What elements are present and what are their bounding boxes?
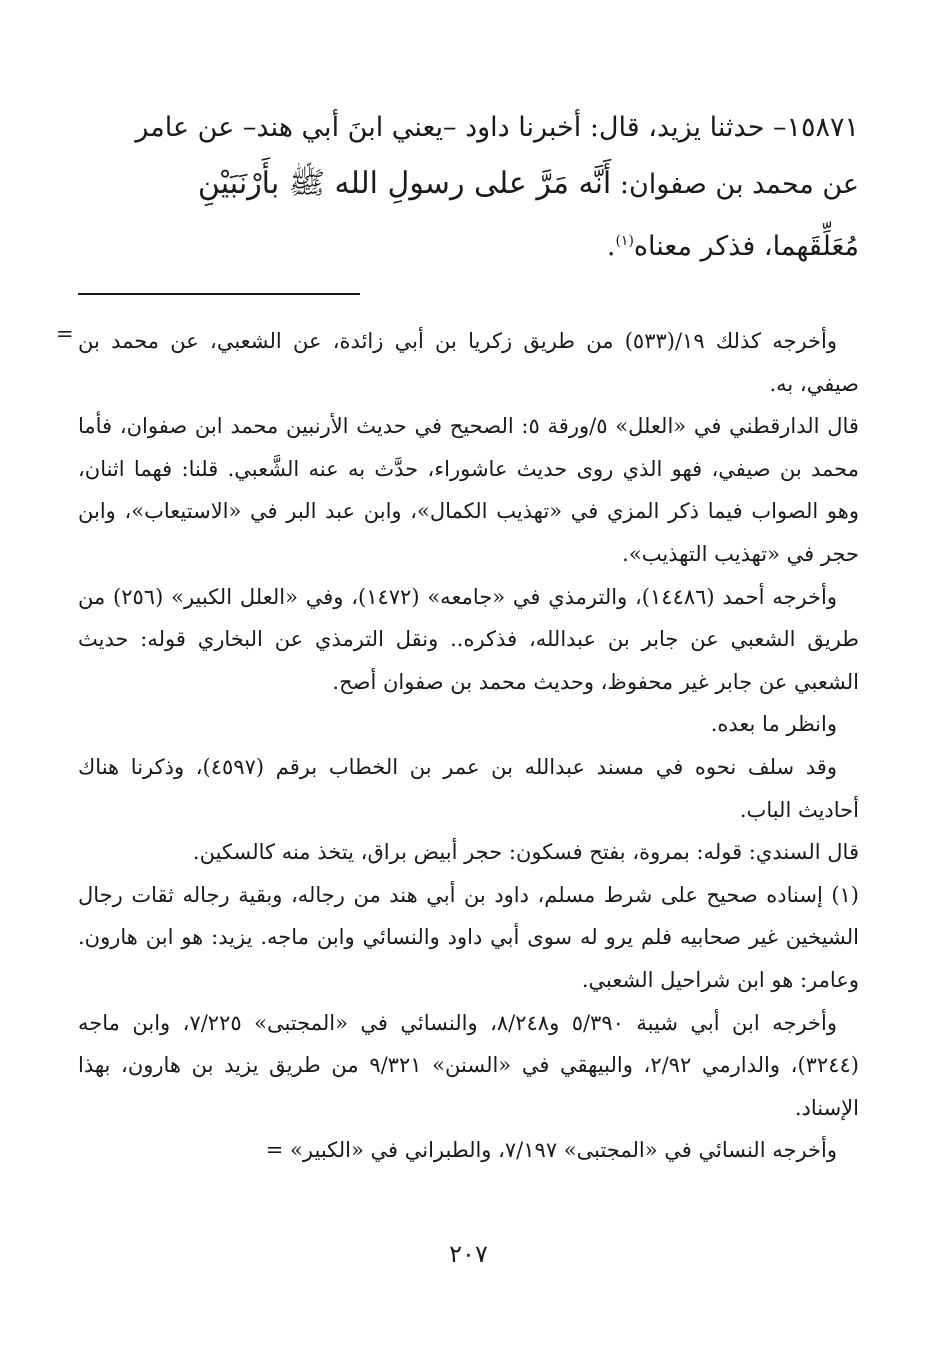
hadith-text bbox=[78, 100, 859, 275]
hadith-line-2 bbox=[78, 156, 859, 213]
hadith-line-3-text: مُعَلِّقَهما، فذكر معناه bbox=[633, 231, 859, 262]
footnote-paragraph: وقد سلف نحوه في مسند عبدالله بن عمر بن الخطاب برقم (٤٥٩٧)، وذكرنا هناك أحاديث الباب. bbox=[78, 754, 859, 822]
footnote-paragraph: وأخرجه ابن أبي شيبة ٥/٣٩٠ و٨/٢٤٨، والنسائي في «المجتبى» ٧/٢٢٥، وابن ماجه (٣٢٤٤)، والدارمي ٢/٩٢، والبيهقي في «السنن» ٩/٣٢١ من طريق يزيد بن هارون، بهذا الإسناد. bbox=[78, 1010, 859, 1120]
hadith-line-3 bbox=[78, 213, 859, 275]
continuation-marker-top: = bbox=[56, 322, 74, 346]
footnote-paragraph: قال السندي: قوله: بمروة، بفتح فسكون: حجر أبيض براق، يتخذ منه كالسكين. bbox=[192, 840, 859, 865]
footnote-paragraph: قال الدارقطني في «العلل» ٥/ورقة ٥: الصحيح في حديث الأرنبين محمد ابن صفوان، فأما محمد بن صيفي، فهو الذي روى حديث عاشوراء، حدَّث به عنه الشَّعبي. قلنا: فهما اثنان، وهو الصواب فيما ذكر المزي في «تهذيب الكمال»، وابن عبد البر في «الاستيعاب»، وابن حجر في «تهذيب التهذيب». bbox=[78, 414, 859, 566]
footnote-paragraph: وأخرجه أحمد (١٤٤٨٦)، والترمذي في «جامعه» (١٤٧٢)، وفي «العلل الكبير» (٢٥٦) من طريق الشعبي عن جابر بن عبدالله، فذكره.. ونقل الترمذي عن البخاري قوله: حديث الشعبي عن جابر غير محفوظ، وحديث محمد بن صفوان أصح. bbox=[78, 584, 859, 694]
hadith-line-1: ١٥٨٧١– حدثنا يزيد، قال: أخبرنا داود –يعني ابنَ أبي هند– عن عامر bbox=[135, 112, 859, 143]
hadith-narrator: عن محمد بن صفوان: bbox=[619, 169, 859, 200]
footnote-reference: (١) bbox=[615, 233, 634, 249]
hadith-quote: أَنَّه مَرَّ على رسولِ الله ﷺ بأَرْنَبَيْنِ bbox=[197, 166, 612, 201]
footnotes bbox=[78, 320, 859, 1172]
footnote-paragraph: وانظر ما بعده. bbox=[710, 712, 837, 737]
page-number: ٢٠٧ bbox=[449, 1240, 488, 1268]
hadith-line-3-end: . bbox=[606, 231, 616, 262]
footnote-separator bbox=[78, 293, 360, 295]
footnote-paragraph: وأخرجه كذلك ١٩/(٥٣٣) من طريق زكريا بن أبي زائدة، عن الشعبي، عن محمد بن صيفي، به. bbox=[78, 329, 859, 396]
footnote-paragraph: (١) إسناده صحيح على شرط مسلم، داود بن أبي هند من رجاله، وبقية رجاله ثقات رجال الشيخين غير صحابيه فلم يرو له سوى أبي داود والنسائي وابن ماجه. يزيد: هو ابن هارون. وعامر: هو ابن شراحيل الشعبي. bbox=[78, 882, 859, 992]
footnote-paragraph: وأخرجه النسائي في «المجتبى» ٧/١٩٧، والطبراني في «الكبير» = bbox=[265, 1138, 837, 1163]
